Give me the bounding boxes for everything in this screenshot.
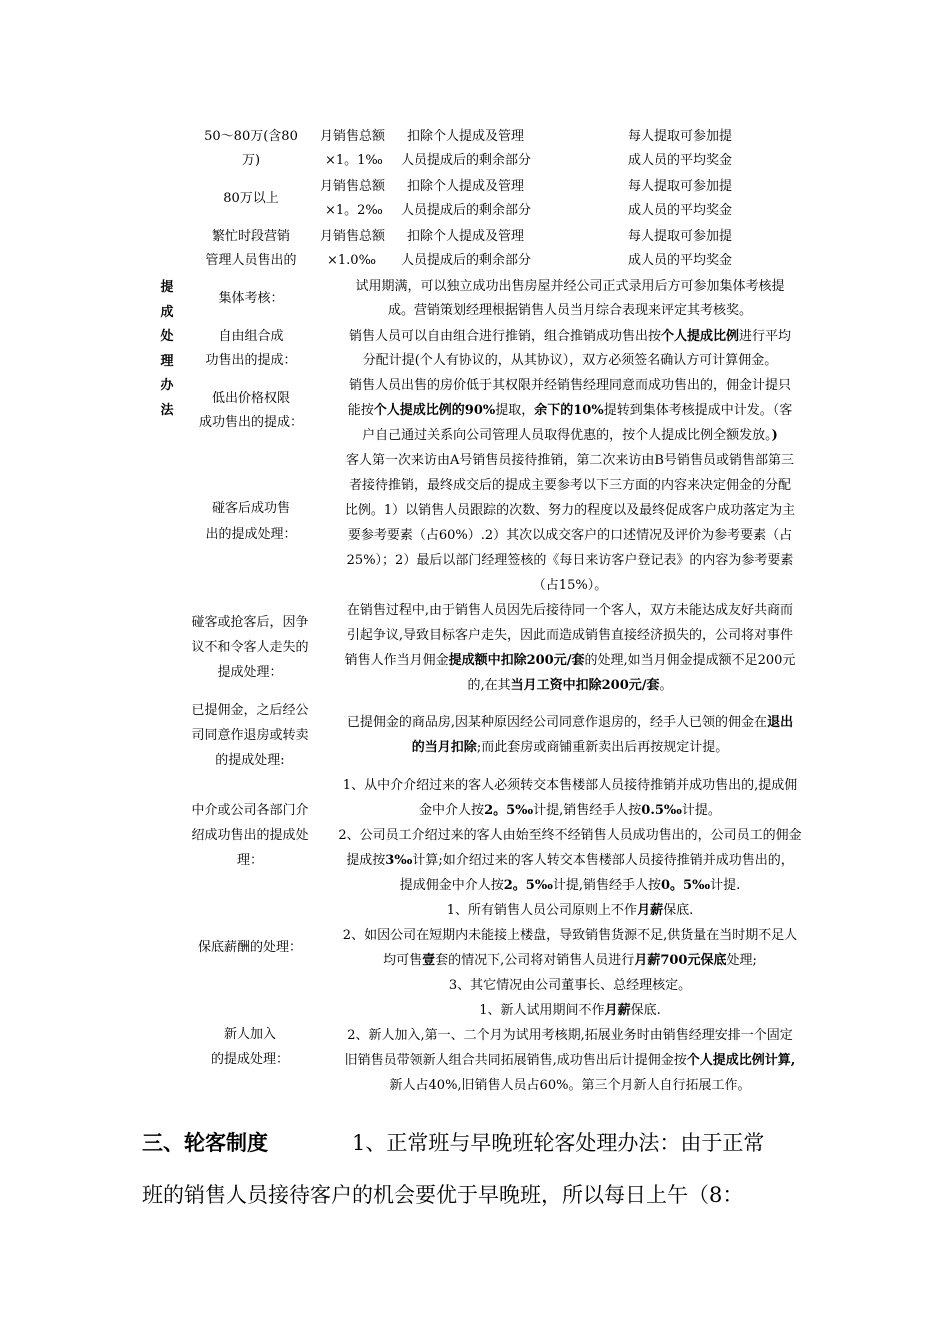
row-label: 的提成处理: xyxy=(215,753,285,768)
row-label: 中介或公司各部门介 xyxy=(191,803,309,818)
row-text: 销售人作当月佣金提成额中扣除200元/套的处理,如当月佣金提成额不足200元 xyxy=(344,653,796,668)
row-text: 新人占40%,旧销售人员占60%。第三个月新人自行拓展工作。 xyxy=(389,1078,751,1093)
row-text: 25%）；2）最后以部门经理签核的《每日来访客户登记表》的内容为参考要素 xyxy=(346,553,794,568)
row-label: 自由组合成 xyxy=(218,329,284,344)
row-text: 1、新人试用期间不作月薪保底. xyxy=(479,1003,661,1018)
cell-deduct: 扣除个人提成及管理 xyxy=(407,129,525,144)
row-label: 管理人员售出的 xyxy=(205,253,297,268)
row-text: 2、如因公司在短期内未能接上楼盘，导致销售货源不足,供货量在当时期不足人 xyxy=(342,928,798,943)
cell-bonus: 每人提取可参加提 xyxy=(628,129,733,144)
row-text: 已提佣金的商品房,因某种原因经公司同意作退房的，经手人已领的佣金在退出 xyxy=(346,715,794,730)
row-text: 2、公司员工介绍过来的客人由始至终不经销售人员成功售出的，公司员工的佣金 xyxy=(338,828,802,843)
row-text: 2、新人加入,第一、二个月为试用考核期,拓展业务时由销售经理安排一个固定 xyxy=(347,1028,793,1043)
row-label: 绍成功售出的提成处 xyxy=(191,828,309,843)
row-text: 户自己通过关系向公司管理人员取得优惠的，按个人提成比例全额发放。) xyxy=(362,428,778,443)
row-text: 要参考要素（占60%）.2）其次以成交客户的口述情况及评价为参考要素（占 xyxy=(347,528,793,543)
row-label: 低出价格权限 xyxy=(211,391,290,406)
row-label: 成功售出的提成： xyxy=(198,415,303,430)
row-text: 引起争议,导致目标客户走失，因此而造成销售直接经济损失的，公司将对事件 xyxy=(346,628,794,643)
cell-bonus-2: 成人员的平均奖金 xyxy=(628,153,733,168)
row-text: 提成佣金中介人按2。5‰计提,销售经手人按0。5‰计提. xyxy=(399,878,741,893)
row-label: 保底薪酬的处理： xyxy=(197,940,302,955)
row-text: 试用期满，可以独立成功出售房屋并经公司正式录用后方可参加集体考核提 xyxy=(355,279,785,294)
row-label: 出的提成处理： xyxy=(205,527,297,542)
row-label: 碰客后成功售 xyxy=(211,501,290,516)
row-label: 万) xyxy=(241,153,261,168)
row-label: 提成处理： xyxy=(217,665,283,680)
row-text: 比例。1）以销售人员跟踪的次数、努力的程度以及最终促成客户成功落定为主 xyxy=(344,503,796,518)
row-text: 客人第一次来访由A号销售员接待推销，第二次来访由B号销售员或销售部第三 xyxy=(346,453,794,468)
row-text: 成。营销策划经理根据销售人员当月综合表现来评定其考核奖。 xyxy=(387,303,752,318)
row-label: 新人加入 xyxy=(223,1027,276,1042)
cell-deduct: 扣除个人提成及管理 xyxy=(407,179,525,194)
cell-bonus: 每人提取可参加提 xyxy=(628,229,733,244)
row-text: 提成按3‰计算;如介绍过来的客人转交本售楼部人员接待推销并成功售出的， xyxy=(346,853,794,868)
row-text: 销售人员出售的房价低于其权限并经销售经理同意而成功售出的，佣金计提只 xyxy=(348,378,791,393)
row-text: 的,在其当月工资中扣除200元/套。 xyxy=(467,678,673,693)
row-text: 能按个人提成比例的90%提取，余下的10%提转到集体考核提成中计发。（客 xyxy=(347,403,793,418)
row-label: 繁忙时段营销 xyxy=(211,229,290,244)
row-text: 者接待推销，最终成交后的提成主要参考以下三方面的内容来决定佣金的分配 xyxy=(348,478,791,493)
row-label: 集体考核： xyxy=(218,291,284,306)
cell-remainder: 人员提成后的剩余部分 xyxy=(401,203,532,218)
row-label: 50～80万(含80 xyxy=(204,129,298,144)
row-label: 议不和令客人走失的 xyxy=(191,640,309,655)
row-text: （占15%）。 xyxy=(532,578,608,593)
row-label: 80万以上 xyxy=(223,191,279,206)
row-label: 理： xyxy=(236,853,263,868)
cell-rate: ×1。1‰ xyxy=(325,153,383,168)
row-text: 分配计提(个人有协议的，从其协议），双方必须签名确认方可计算佣金。 xyxy=(362,353,778,368)
row-text: 3、其它情况由公司董事长、总经理核定。 xyxy=(448,978,692,993)
section-paragraph: 班的销售人员接待客户的机会要优于早晚班，所以每日上午（8： xyxy=(142,1183,744,1207)
row-text: 在销售过程中,由于销售人员因先后接待同一个客人，双方未能达成友好共商而 xyxy=(346,603,794,618)
cell-bonus: 每人提取可参加提 xyxy=(628,179,733,194)
row-text: 的当月扣除;而此套房或商铺重新卖出后再按规定计提。 xyxy=(411,740,729,755)
cell-total: 月销售总额 xyxy=(320,229,386,244)
row-label: 碰客或抢客后，因争 xyxy=(191,615,309,630)
row-label: 功售出的提成： xyxy=(205,353,297,368)
row-text: 销售人员可以自由组合进行推销，组合推销成功售出按个人提成比例进行平均 xyxy=(348,329,792,344)
cell-total: 月销售总额 xyxy=(320,179,386,194)
row-text: 1、所有销售人员公司原则上不作月薪保底. xyxy=(446,903,694,918)
cell-bonus-2: 成人员的平均奖金 xyxy=(628,203,733,218)
cell-remainder: 人员提成后的剩余部分 xyxy=(401,153,532,168)
side-label-vertical: 提 成 处 理 办 法 xyxy=(160,280,174,418)
row-text: 旧销售员带领新人组合共同拓展销售,成功售出后计提佣金按个人提成比例计算, xyxy=(344,1053,796,1068)
row-text: 均可售壹套的情况下,公司将对销售人员进行月薪700元保底处理; xyxy=(383,953,757,968)
section-heading: 三、轮客制度 xyxy=(142,1130,268,1155)
row-text: 金中介人按2。5‰计提,销售经手人按0.5‰计提。 xyxy=(419,803,721,818)
cell-total: 月销售总额 xyxy=(320,129,386,144)
cell-remainder: 人员提成后的剩余部分 xyxy=(401,253,532,268)
cell-bonus-2: 成人员的平均奖金 xyxy=(628,253,733,268)
cell-deduct: 扣除个人提成及管理 xyxy=(407,229,525,244)
row-label: 的提成处理： xyxy=(210,1052,289,1067)
row-label: 司同意作退房或转卖 xyxy=(191,728,309,743)
row-text: 1、从中介介绍过来的客人必须转交本售楼部人员接待推销并成功售出的,提成佣 xyxy=(342,778,798,793)
cell-rate: ×1。2‰ xyxy=(325,203,383,218)
section-paragraph: 1、正常班与早晚班轮客处理办法：由于正常 xyxy=(352,1131,765,1155)
row-label: 已提佣金，之后经公 xyxy=(191,703,309,718)
cell-rate: ×1.0‰ xyxy=(327,253,377,268)
